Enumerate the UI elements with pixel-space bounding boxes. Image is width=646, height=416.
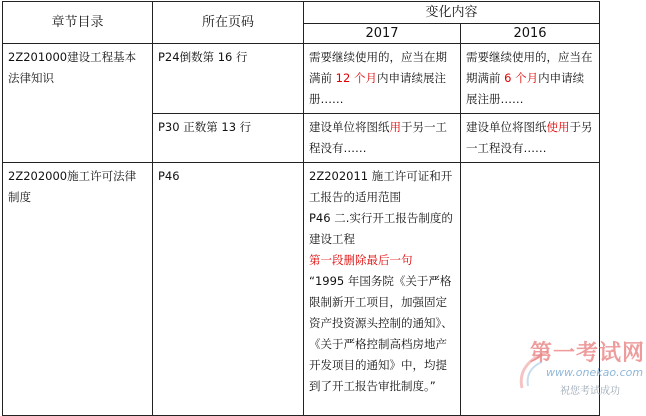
new-line-1: 2Z202011 施工许可证和开工报告的适用范围: [309, 169, 453, 204]
watermark: [512, 334, 646, 400]
new-red-note: 第一段删除最后一句: [309, 253, 413, 267]
cell-new-1: [304, 44, 461, 114]
highlight: 使用: [546, 120, 570, 134]
watermark-title: 第一考试网: [530, 341, 646, 366]
text: 需要继续使用的，应当在期满前: [309, 50, 447, 85]
new-line-2: P46 二.实行开工报告制度的建设工程: [309, 211, 453, 246]
text: 需要继续使用的，应当在期满前: [466, 50, 593, 85]
cell-old-1: [461, 44, 600, 114]
header-changes: 变化内容: [304, 2, 600, 24]
cell-old-2: [461, 114, 600, 163]
cell-chapter-2: 2Z202000施工许可法律制度: [3, 163, 153, 416]
text: 内申请续展注册……: [466, 71, 585, 106]
highlight: 用: [389, 120, 401, 134]
text: 内申请续展注册……: [309, 71, 446, 106]
header-year-new: 2017: [304, 24, 461, 44]
header-chapter: 章节目录: [3, 2, 153, 44]
watermark-url: www.onekao.com: [546, 366, 644, 379]
changes-table: [2, 1, 600, 416]
cell-page-3: P46: [153, 163, 304, 416]
text: 建设单位将图纸: [466, 120, 547, 134]
highlight: 12 个月: [335, 71, 377, 85]
cell-new-2: [304, 114, 461, 163]
new-quote: “1995 年国务院《关于严格限制新开工项目，加强固定资产投资源头控制的通知》、《关于严格控制高档房地产开发项目的通知》中，均提到了开工报告审批制度。”: [309, 274, 453, 393]
watermark-slogan: 祝您考试成功: [560, 386, 620, 397]
text: 于另一工程没有……: [309, 120, 447, 155]
cell-page-1: P24倒数第 16 行: [153, 44, 304, 114]
text: 建设单位将图纸: [309, 120, 390, 134]
highlight: 6 个月: [504, 71, 539, 85]
cell-chapter-1: 2Z201000建设工程基本法律知识: [3, 44, 153, 163]
cell-page-2: P30 正数第 13 行: [153, 114, 304, 163]
text: 于另一工程没有……: [466, 120, 593, 155]
cell-new-3: [304, 163, 461, 416]
header-page: 所在页码: [153, 2, 304, 44]
header-year-old: 2016: [461, 24, 600, 44]
